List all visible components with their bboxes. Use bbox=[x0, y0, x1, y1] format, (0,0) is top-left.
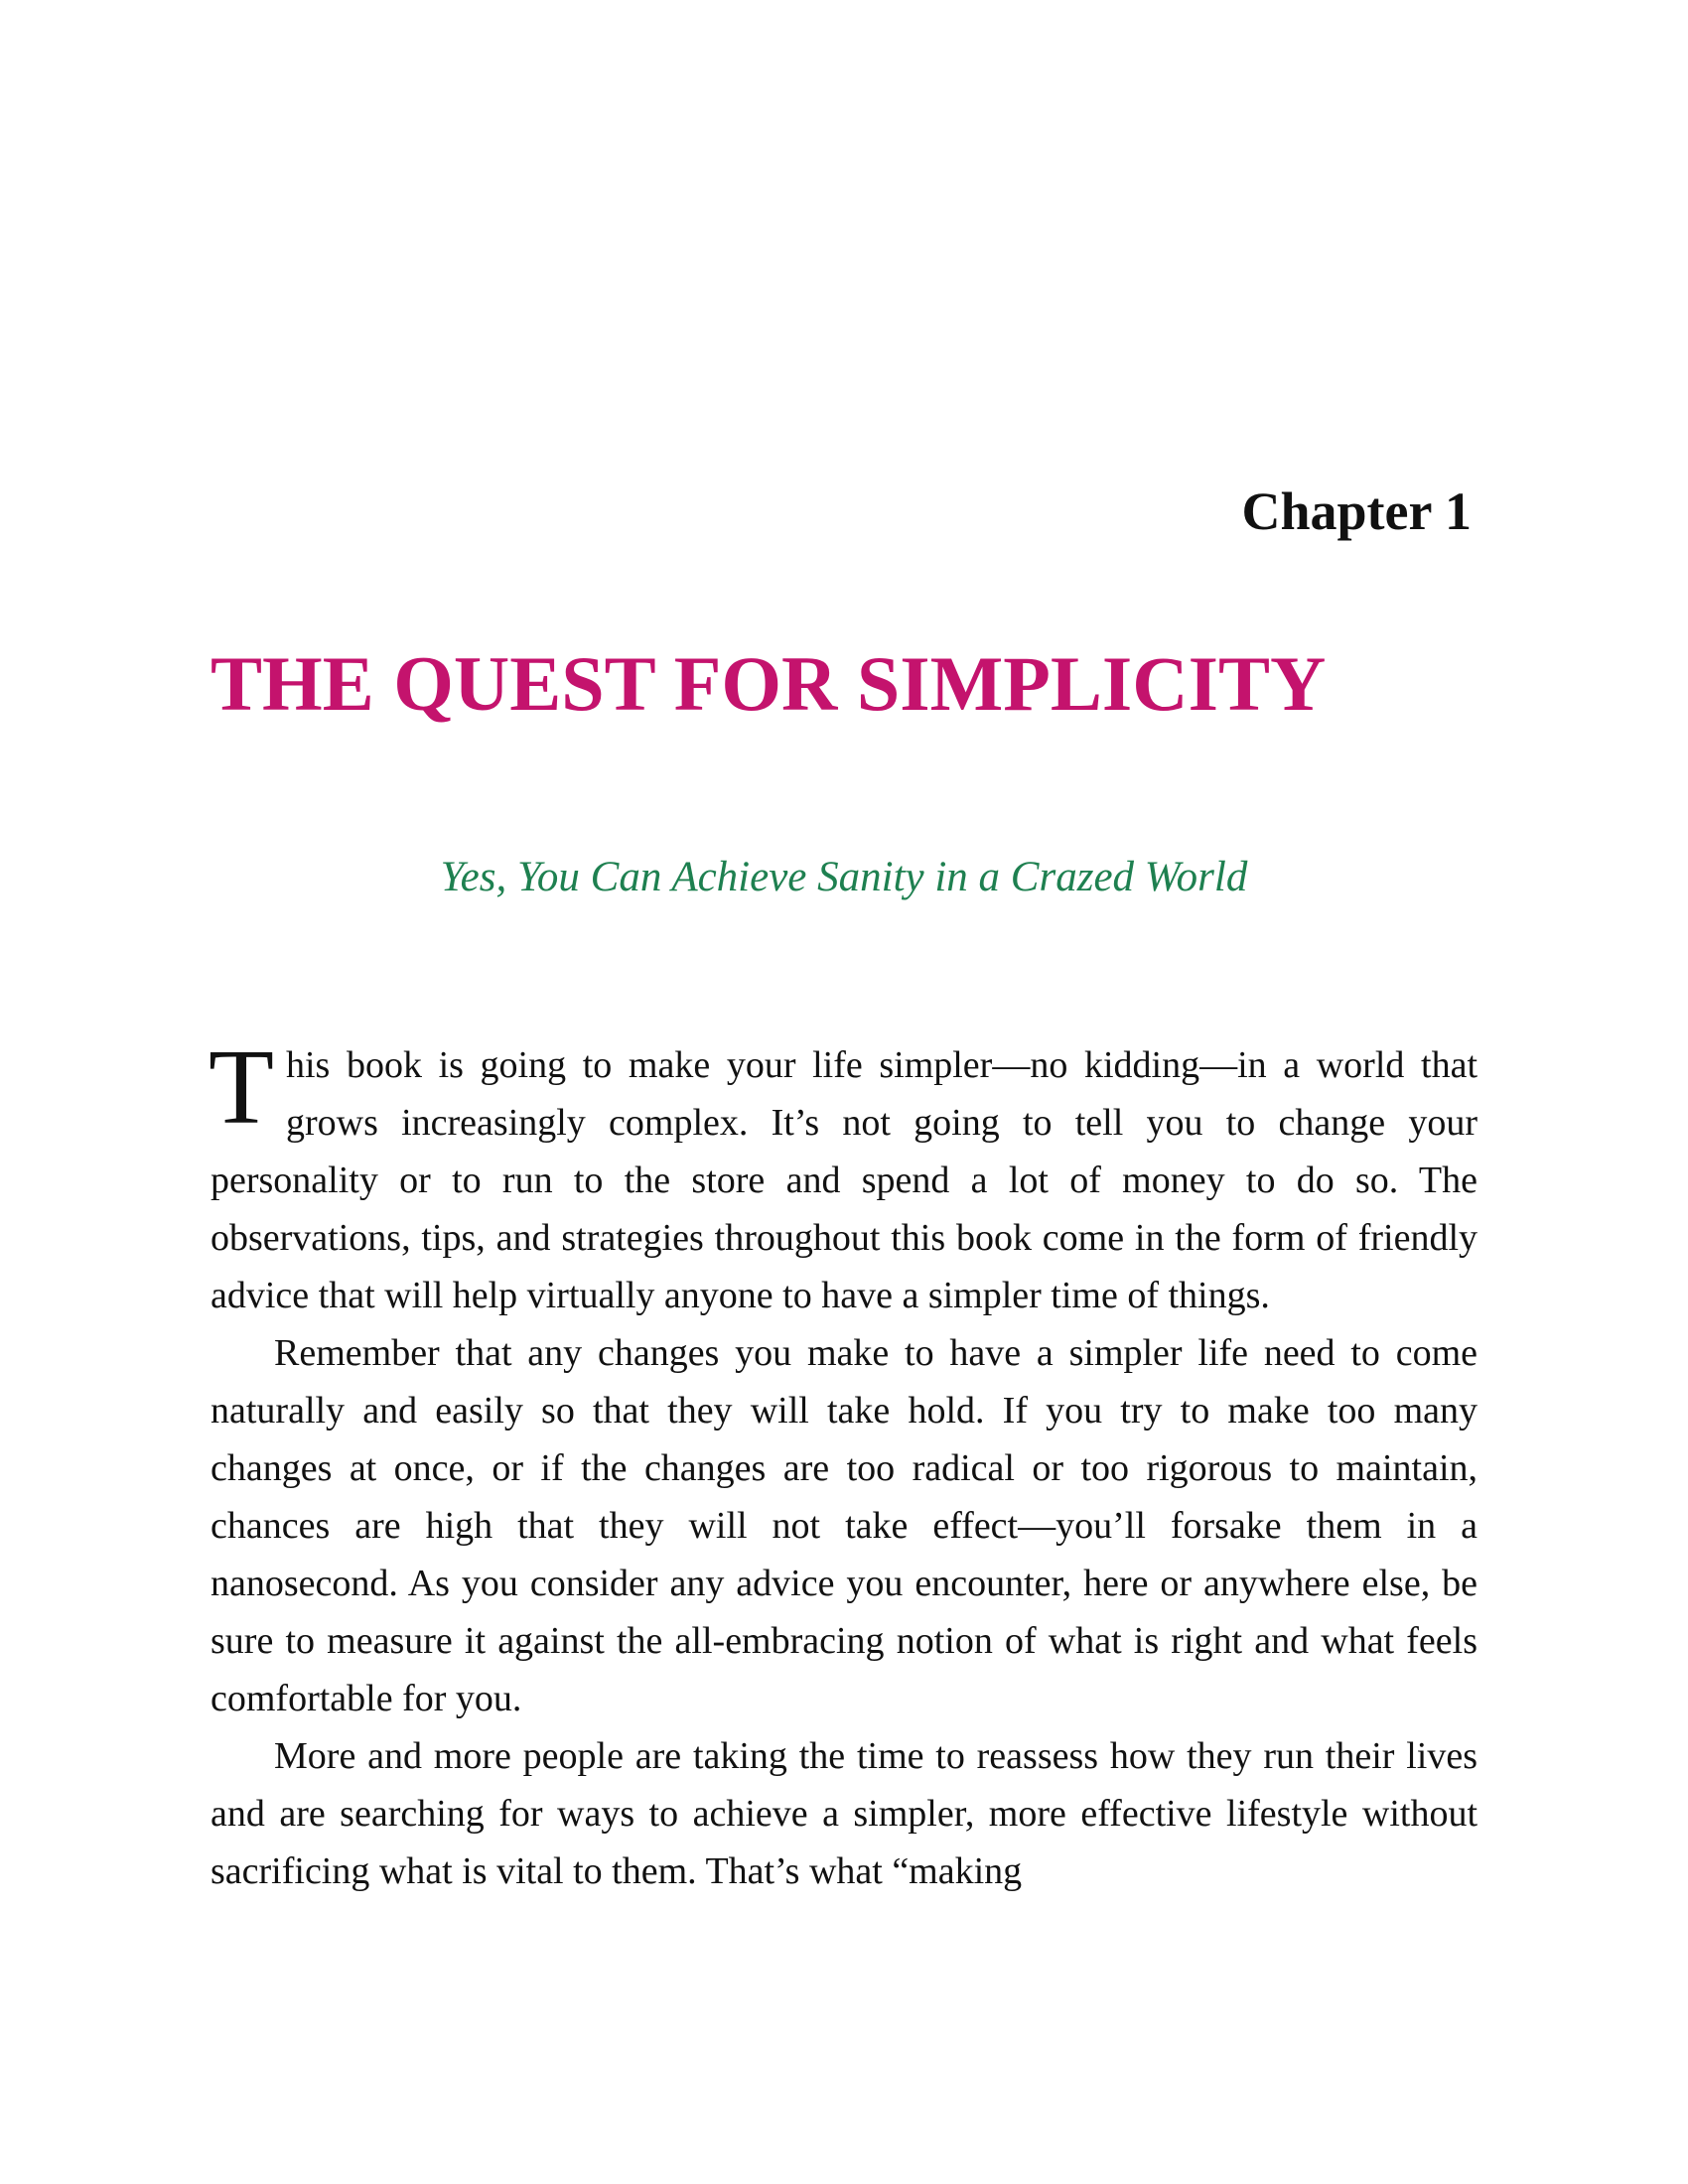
drop-cap: T bbox=[209, 1028, 274, 1147]
chapter-label: Chapter 1 bbox=[1241, 481, 1472, 541]
paragraph-2: Remember that any changes you make to have a simpler life need to come naturally and easily so that they will take hold. If you try to make too many changes at once, or if the changes are too radical or too rigorous to maintain, chances are high that they will not take effect—you’ll forsake them in a nanosecond. As you consider any advice you encounter, here or anywhere else, be sure to measure it against the all-embracing notion of what is right and what feels comfortable for you. bbox=[211, 1332, 1477, 1719]
body-text bbox=[209, 1028, 1477, 1900]
chapter-title: THE QUEST FOR SIMPLICITY bbox=[211, 640, 1327, 727]
paragraph-3: More and more people are taking the time to reassess how they run their lives and are searching for ways to achieve a simpler, more effective lifestyle without sacrificing what is vital to them. That’s what “making bbox=[211, 1735, 1477, 1892]
paragraph-1 bbox=[209, 1028, 1477, 1324]
chapter-subtitle: Yes, You Can Achieve Sanity in a Crazed World bbox=[440, 854, 1248, 900]
paragraph-1-text: his book is going to make your life simpler—no kidding—in a world that grows increasingly complex. It’s not going to tell you to change your personality or to run to the store and spend a lot of money to do so. The observations, tips, and strategies throughout this book come in the form of friendly advice that will help virtually anyone to have a simpler time of things. bbox=[211, 1044, 1477, 1316]
